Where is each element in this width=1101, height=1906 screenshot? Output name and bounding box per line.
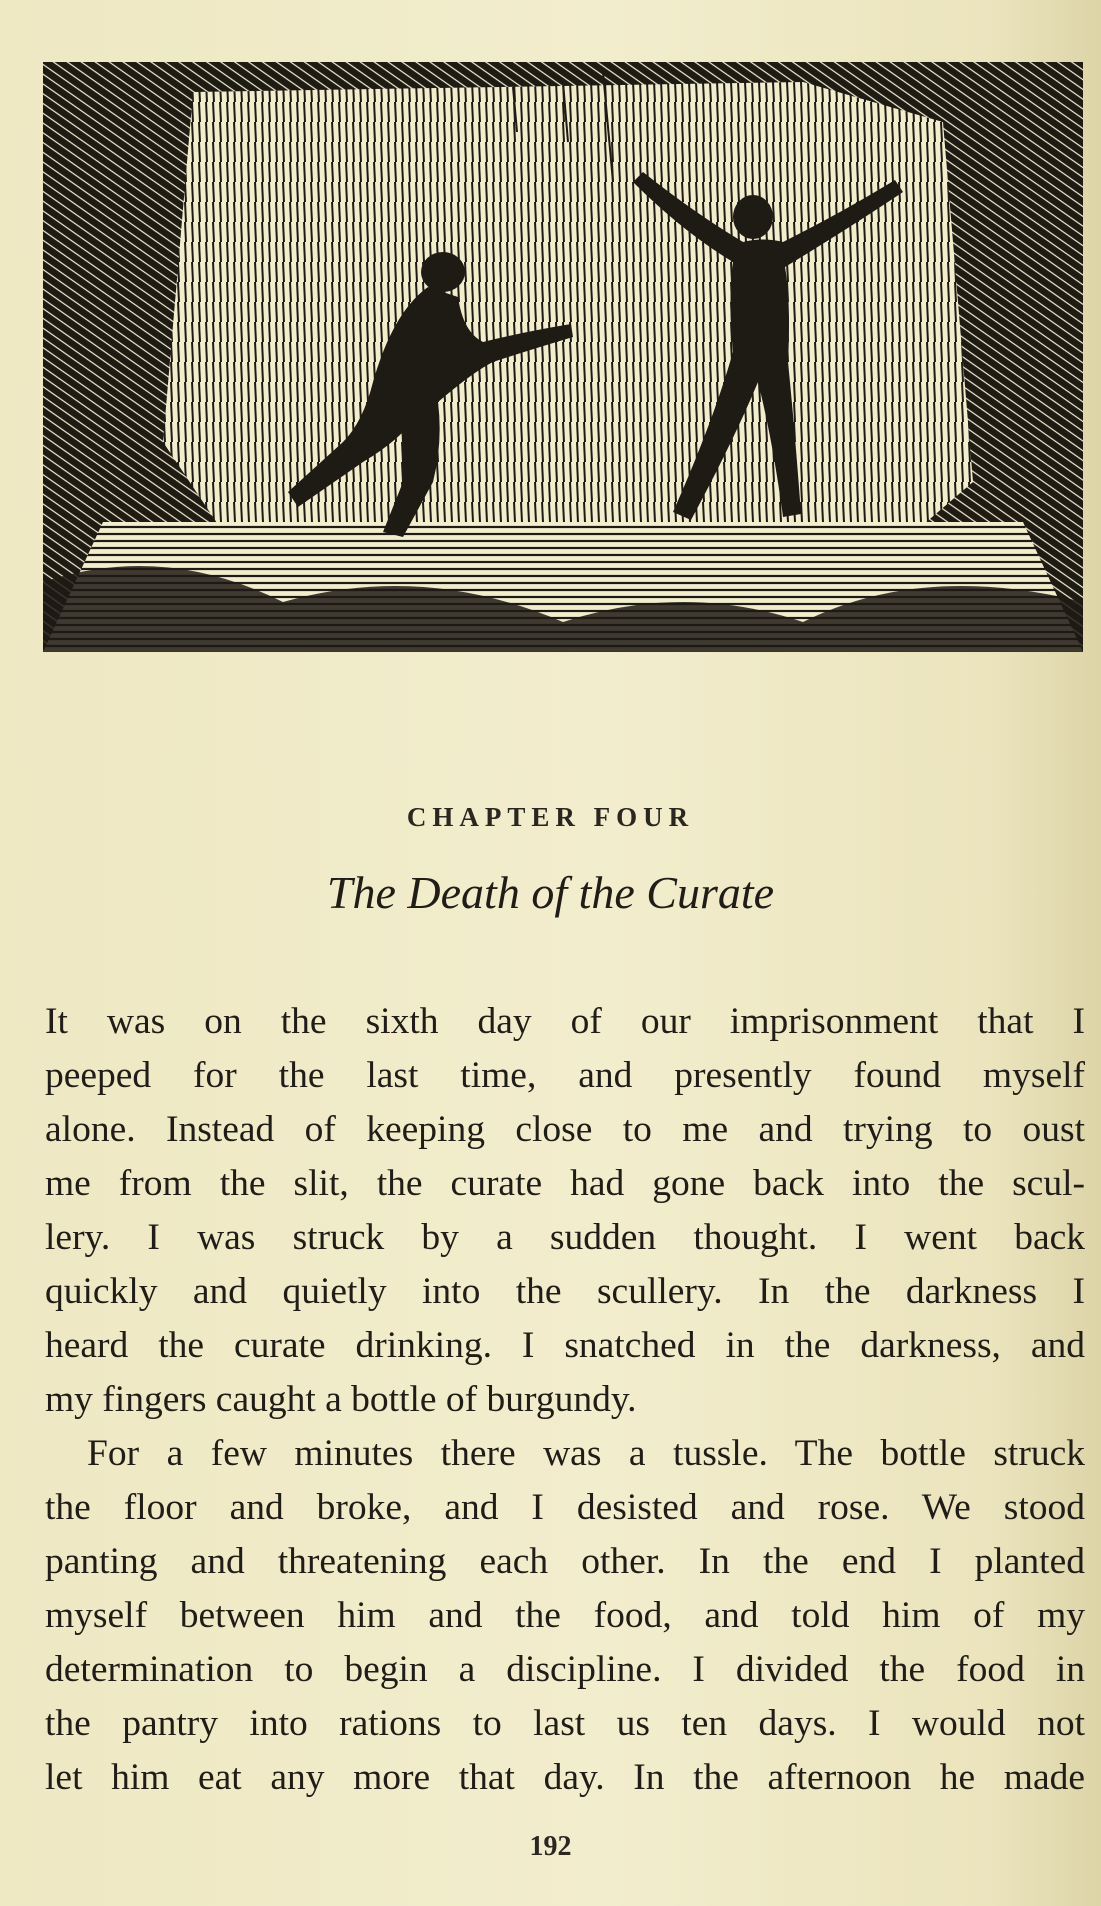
text-line: the pantry into rations to last us ten days. I would not [45,1703,1085,1744]
chapter-title: The Death of the Curate [326,867,775,918]
chapter-body-text [45,995,1085,1805]
text-line: the floor and broke, and I desisted and rose. We stood [45,1487,1085,1528]
text-line: For a few minutes there was a tussle. The bottle struck [87,1433,1085,1474]
text-line: alone. Instead of keeping close to me and trying to oust [45,1109,1085,1150]
text-line: lery. I was struck by a sudden thought. I went back [45,1217,1085,1258]
text-line: me from the slit, the curate had gone back into the scul- [45,1163,1085,1204]
chapter-label: CHAPTER FOUR [406,802,695,832]
paragraph-2 [45,1427,1085,1805]
text-line: It was on the sixth day of our imprisonment that I [45,1001,1085,1042]
text-line: myself between him and the food, and told him of my [45,1595,1085,1636]
text-line: peeped for the last time, and presently found myself [45,1055,1085,1096]
text-line: panting and threatening each other. In the end I planted [45,1541,1085,1582]
chapter-illustration [43,62,1083,652]
text-line: my fingers caught a bottle of burgundy. [45,1379,637,1420]
text-line: determination to begin a discipline. I divided the food in [45,1649,1085,1690]
page-number: 192 [529,1831,572,1862]
two-figures-struggling-illustration-icon [43,62,1083,652]
text-line: heard the curate drinking. I snatched in the darkness, and [45,1325,1085,1366]
text-line: let him eat any more that day. In the afternoon he made [45,1757,1085,1798]
paragraph-1 [45,995,1085,1427]
text-line: quickly and quietly into the scullery. In the darkness I [45,1271,1085,1312]
